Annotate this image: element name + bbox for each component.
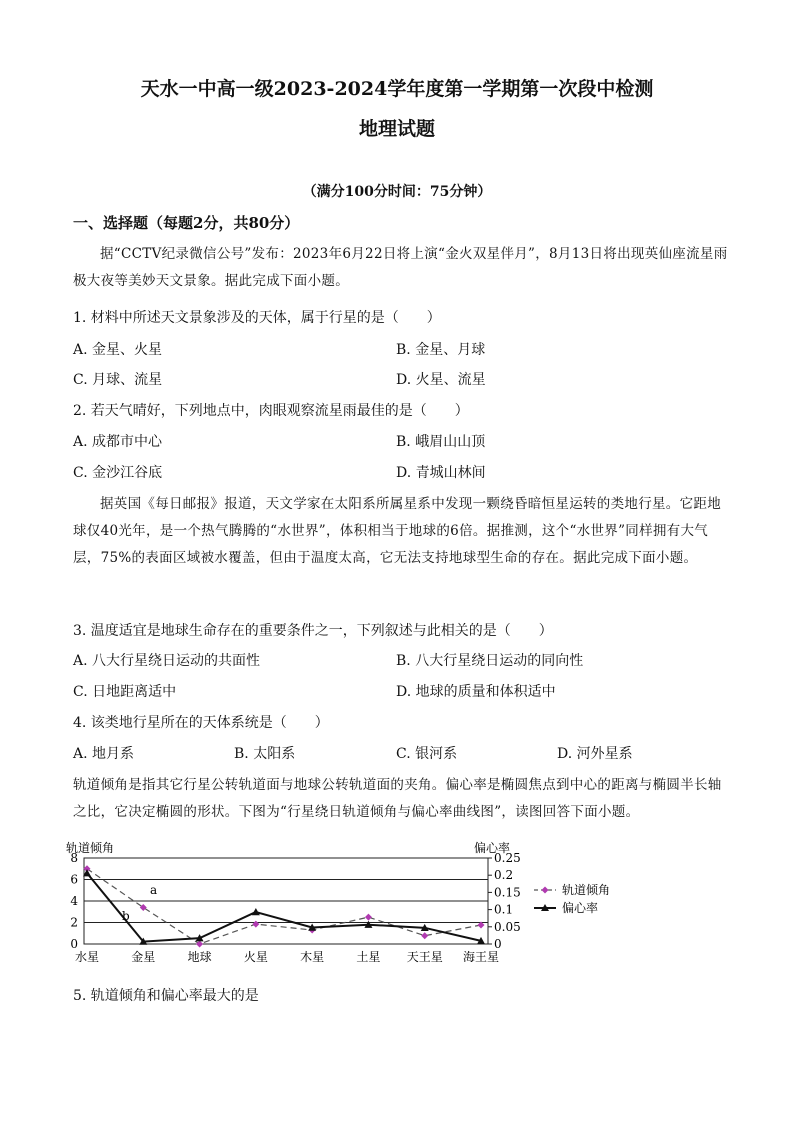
y-right-tick-label: 0.2: [494, 868, 514, 883]
q2-option-b[interactable]: B. 峨眉山山顶: [396, 434, 486, 450]
q2-option-a[interactable]: A. 成都市中心: [73, 434, 163, 450]
passage-1: 据“CCTV纪录微信公号”发布：2023年6月22日将上演“金火双星伴月”，8月13日将出现英仙座流星雨极大夜等美妙天文景象。据此完成下面小题。: [73, 246, 728, 289]
series-line-1: [87, 869, 481, 944]
annotation-a: a: [150, 883, 158, 897]
exam-subject: 地理试题: [358, 118, 435, 140]
q2-option-c[interactable]: C. 金沙江谷底: [73, 465, 163, 481]
exam-note: （满分100分时间：75分钟）: [302, 184, 492, 200]
legend-label: 轨道倾角: [562, 883, 611, 897]
planet-orbit-chart: [60, 836, 660, 976]
y-right-tick-label: 0.05: [494, 919, 521, 934]
y-left-tick-label: 2: [70, 915, 78, 930]
q4-option-d[interactable]: D. 河外星系: [557, 746, 633, 762]
x-tick-label: 水星: [74, 950, 100, 964]
y-left-tick-label: 4: [70, 894, 78, 908]
x-tick-label: 火星: [243, 950, 268, 964]
q4-option-b[interactable]: B. 太阳系: [234, 746, 296, 762]
legend-label: 偏心率: [562, 901, 599, 915]
q3-option-c[interactable]: C. 日地距离适中: [73, 684, 177, 700]
y-left-tick-label: 0: [70, 937, 78, 951]
question-2-stem: 2. 若天气晴好，下列地点中，肉眼观察流星雨最佳的是（ ）: [73, 403, 469, 419]
exam-title: 天水一中高一级2023-2024学年度第一学期第一次段中检测: [140, 78, 654, 100]
question-4-stem: 4. 该类地行星所在的天体系统是（ ）: [73, 715, 329, 731]
q1-option-a[interactable]: A. 金星、火星: [73, 342, 163, 358]
data-point-triangle: [252, 908, 260, 915]
q2-option-d[interactable]: D. 青城山林间: [396, 465, 486, 481]
question-1-stem: 1. 材料中所述天文景象涉及的天体，属于行星的是（ ）: [73, 310, 441, 326]
passage-2: 据英国《每日邮报》报道，天文学家在太阳系所属星系中发现一颗绕昏暗恒星运转的类地行星。它距地球仅40光年，是一个热气腾腾的“水世界”，体积相当于地球的6倍。据推测，这个“水世界”同样拥有大气层，75%的表面区域被水覆盖，但由于温度太高，它无法支持地球型生命的存在。据此完成下面小题。: [73, 496, 721, 566]
y-right-tick-label: 0.25: [494, 851, 521, 865]
q1-option-b[interactable]: B. 金星、月球: [396, 342, 486, 358]
q4-option-a[interactable]: A. 地月系: [73, 746, 135, 762]
passage-3: 轨道倾角是指其它行星公转轨道面与地球公转轨道面的夹角。偏心率是椭圆焦点到中心的距离与椭圆半长轴之比，它决定椭圆的形状。下图为“行星绕日轨道倾角与偏心率曲线图”，读图回答下面小题。: [73, 777, 722, 820]
legend-diamond-icon: [542, 887, 549, 894]
x-tick-label: 土星: [356, 950, 381, 964]
data-point-diamond: [365, 914, 372, 921]
q3-option-b[interactable]: B. 八大行星绕日运动的同向性: [396, 653, 584, 669]
question-3-stem: 3. 温度适宜是地球生命存在的重要条件之一，下列叙述与此相关的是（ ）: [73, 623, 553, 639]
annotation-b: b: [122, 909, 130, 923]
y-left-tick-label: 6: [70, 872, 78, 887]
x-tick-label: 金星: [131, 950, 156, 964]
y-right-tick-label: 0: [494, 937, 502, 951]
q4-option-c[interactable]: C. 银河系: [396, 746, 458, 762]
q1-option-c[interactable]: C. 月球、流星: [73, 372, 163, 388]
data-point-diamond: [421, 932, 428, 939]
data-point-diamond: [196, 941, 203, 948]
y-right-tick-label: 0.15: [494, 885, 521, 900]
section-heading: 一、选择题（每题2分，共80分）: [73, 214, 300, 232]
data-point-diamond: [140, 904, 147, 911]
q1-option-d[interactable]: D. 火星、流星: [396, 372, 486, 388]
q3-option-a[interactable]: A. 八大行星绕日运动的共面性: [73, 653, 261, 669]
x-tick-label: 海王星: [462, 950, 500, 964]
y-right-axis-label: 偏心率: [473, 841, 511, 855]
y-left-tick-label: 8: [70, 851, 78, 865]
y-right-tick-label: 0.1: [494, 902, 514, 917]
data-point-diamond: [252, 921, 259, 928]
x-tick-label: 地球: [187, 950, 212, 964]
x-tick-label: 天王星: [406, 950, 443, 964]
q3-option-d[interactable]: D. 地球的质量和体积适中: [396, 684, 556, 700]
question-5-stem: 5. 轨道倾角和偏心率最大的是: [73, 988, 259, 1004]
y-left-axis-label: 轨道倾角: [66, 841, 115, 855]
x-tick-label: 木星: [300, 950, 325, 964]
